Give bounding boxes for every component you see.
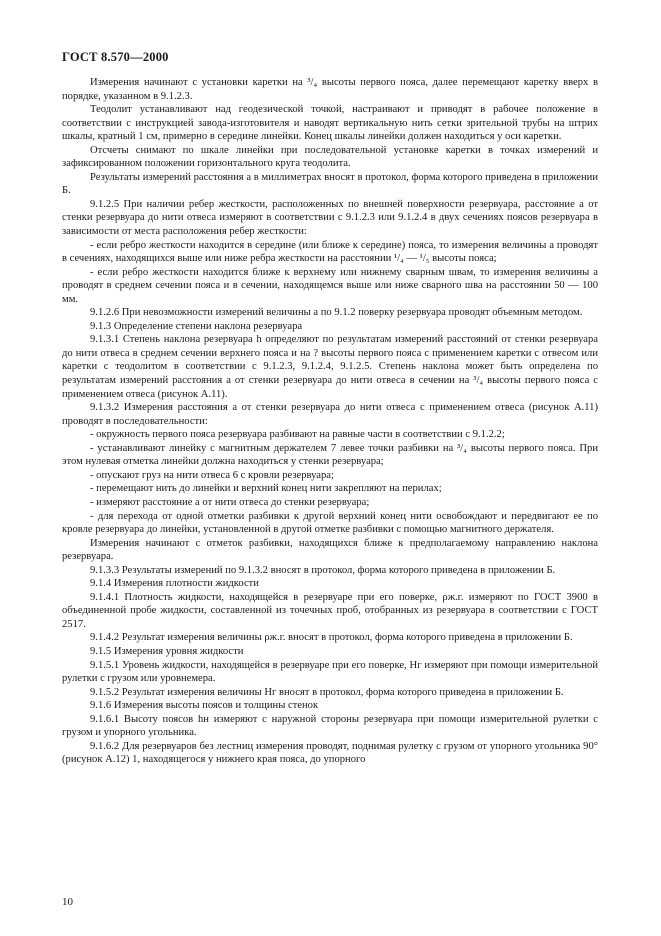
document-header: ГОСТ 8.570—2000	[62, 50, 169, 64]
paragraph: 9.1.5.1 Уровень жидкости, находящейся в резервуаре при его поверке, Hг измеряют при помощи измерительной рулетки с грузом или уровнемера.	[62, 659, 598, 685]
paragraph: - измеряют расстояние a от нити отвеса до стенки резервуара;	[90, 496, 370, 508]
paragraph: Измерения начинают с отметок разбивки, находящихся ближе к предполагаемому направлению наклона резервуара.	[62, 537, 598, 563]
paragraph: - для перехода от одной отметки разбивки к другой верхний конец нити освобождают и передвигают ее по кровле резервуара до линейки, установленной в другой отметке разбивки с помощью магнитного держателя.	[62, 510, 598, 536]
paragraph: - если ребро жесткости находится ближе к верхнему или нижнему сварным швам, то измерения величины a проводят в среднем сечении пояса и в сечении, находящемся выше или ниже сварного шва на расстоянии 50 — 100 мм.	[62, 266, 598, 305]
paragraph: Результаты измерений расстояния a в миллиметрах вносят в протокол, форма которого приведена в приложении Б.	[62, 171, 598, 197]
paragraph: - перемещают нить до линейки и верхний конец нити закрепляют на перилах;	[90, 483, 442, 495]
paragraph: 9.1.3.1 Степень наклона резервуара h определяют по результатам измерений расстояний от стенки резервуара до нити отвеса в среднем сечении верхнего пояса и на ? высоты первого пояса с применением каретки с отвесом или каретки с теодолитом в соответствии с 9.1.2.3, 9.1.2.4, 9.1.2.5. Степень наклона может быть определена по результатам измерений расстояния a от стенки резервуара до нити отвеса в сечении на ³/₄ высоты первого пояса с применением отвеса (рисунок А.11).	[62, 334, 598, 400]
paragraph: Измерения начинают с установки каретки на ³/₄ высоты первого пояса, далее перемещают каретку вверх в порядке, указанном в 9.1.2.3.	[62, 77, 598, 102]
paragraph: 9.1.3.3 Результаты измерений по 9.1.3.2 вносят в протокол, форма которого приведена в приложении Б.	[90, 564, 556, 576]
paragraph: 9.1.2.6 При невозможности измерений величины a по 9.1.2 поверку резервуара проводят объемным методом.	[90, 307, 583, 319]
paragraph: 9.1.3 Определение степени наклона резервуара	[90, 320, 303, 332]
paragraph: 9.1.6.1 Высоту поясов hн измеряют с наружной стороны резервуара при помощи измерительной рулетки с грузом и упорного угольника.	[62, 713, 598, 739]
paragraph: Теодолит устанавливают над геодезической точкой, настраивают и приводят в рабочее положение в соответствии с инструкцией завода-изготовителя и наводят вертикальную нить сетки зрительной трубы на штрих шкалы, кратный 1 см, примерно в середине линейки. Конец шкалы линейки должен находиться у оси каретки.	[62, 104, 598, 143]
paragraph: 9.1.4.1 Плотность жидкости, находящейся в резервуаре при его поверке, ρж.г. измеряют по ГОСТ 3900 в объединенной пробе жидкости, составленной из точечных проб, отобранных из резервуара в соответствии с ГОСТ 2517.	[62, 591, 598, 630]
paragraph: 9.1.4 Измерения плотности жидкости	[90, 578, 259, 590]
paragraph: - окружность первого пояса резервуара разбивают на равные части в соответствии с 9.1.2.2;	[90, 429, 505, 441]
paragraph: 9.1.4.2 Результат измерения величины ρж.г. вносят в протокол, форма которого приведена в приложении Б.	[90, 632, 573, 644]
paragraph: - опускают груз на нити отвеса 6 с кровли резервуара;	[90, 469, 334, 481]
paragraph: Отсчеты снимают по шкале линейки при последовательной установке каретки в точках измерений и зафиксированном положении горизонтального круга теодолита.	[62, 144, 598, 170]
paragraph: 9.1.3.2 Измерения расстояния a от стенки резервуара до нити отвеса с применением отвеса (рисунок А.11) проводят в последовательности:	[62, 402, 598, 427]
paragraph: 9.1.6 Измерения высоты поясов и толщины стенок	[90, 700, 319, 712]
paragraph: 9.1.2.5 При наличии ребер жесткости, расположенных по внешней поверхности резервуара, расстояние a от стенки резервуара до нити отвеса измеряют в соответствии с 9.1.2.3 или 9.1.2.4 в двух сечениях поясов резервуара в зависимости от места расположения ребер жесткости:	[62, 198, 598, 238]
paragraph: - если ребро жесткости находится в середине (или ближе к середине) пояса, то измерения величины a проводят в сечениях, находящихся выше или ниже ребра жесткости на расстоянии ¹/₄ — ¹/₅ высоты пояса;	[62, 239, 598, 265]
document-body	[62, 76, 598, 767]
paragraph: 9.1.5.2 Результат измерения величины Hг вносят в протокол, форма которого приведена в приложении Б.	[90, 686, 564, 698]
paragraph: 9.1.6.2 Для резервуаров без лестниц измерения проводят, поднимая рулетку с грузом от упорного угольника 90° (рисунок А.12) 1, находящегося у нижнего края пояса, до упорного	[62, 740, 598, 766]
paragraph: 9.1.5 Измерения уровня жидкости	[90, 645, 244, 657]
paragraph: - устанавливают линейку с магнитным держателем 7 левее точки разбивки на ³/₄ высоты первого пояса. При этом нулевая отметка линейки должна находиться у стенки резервуара;	[62, 442, 598, 468]
page-number: 10	[62, 896, 73, 908]
